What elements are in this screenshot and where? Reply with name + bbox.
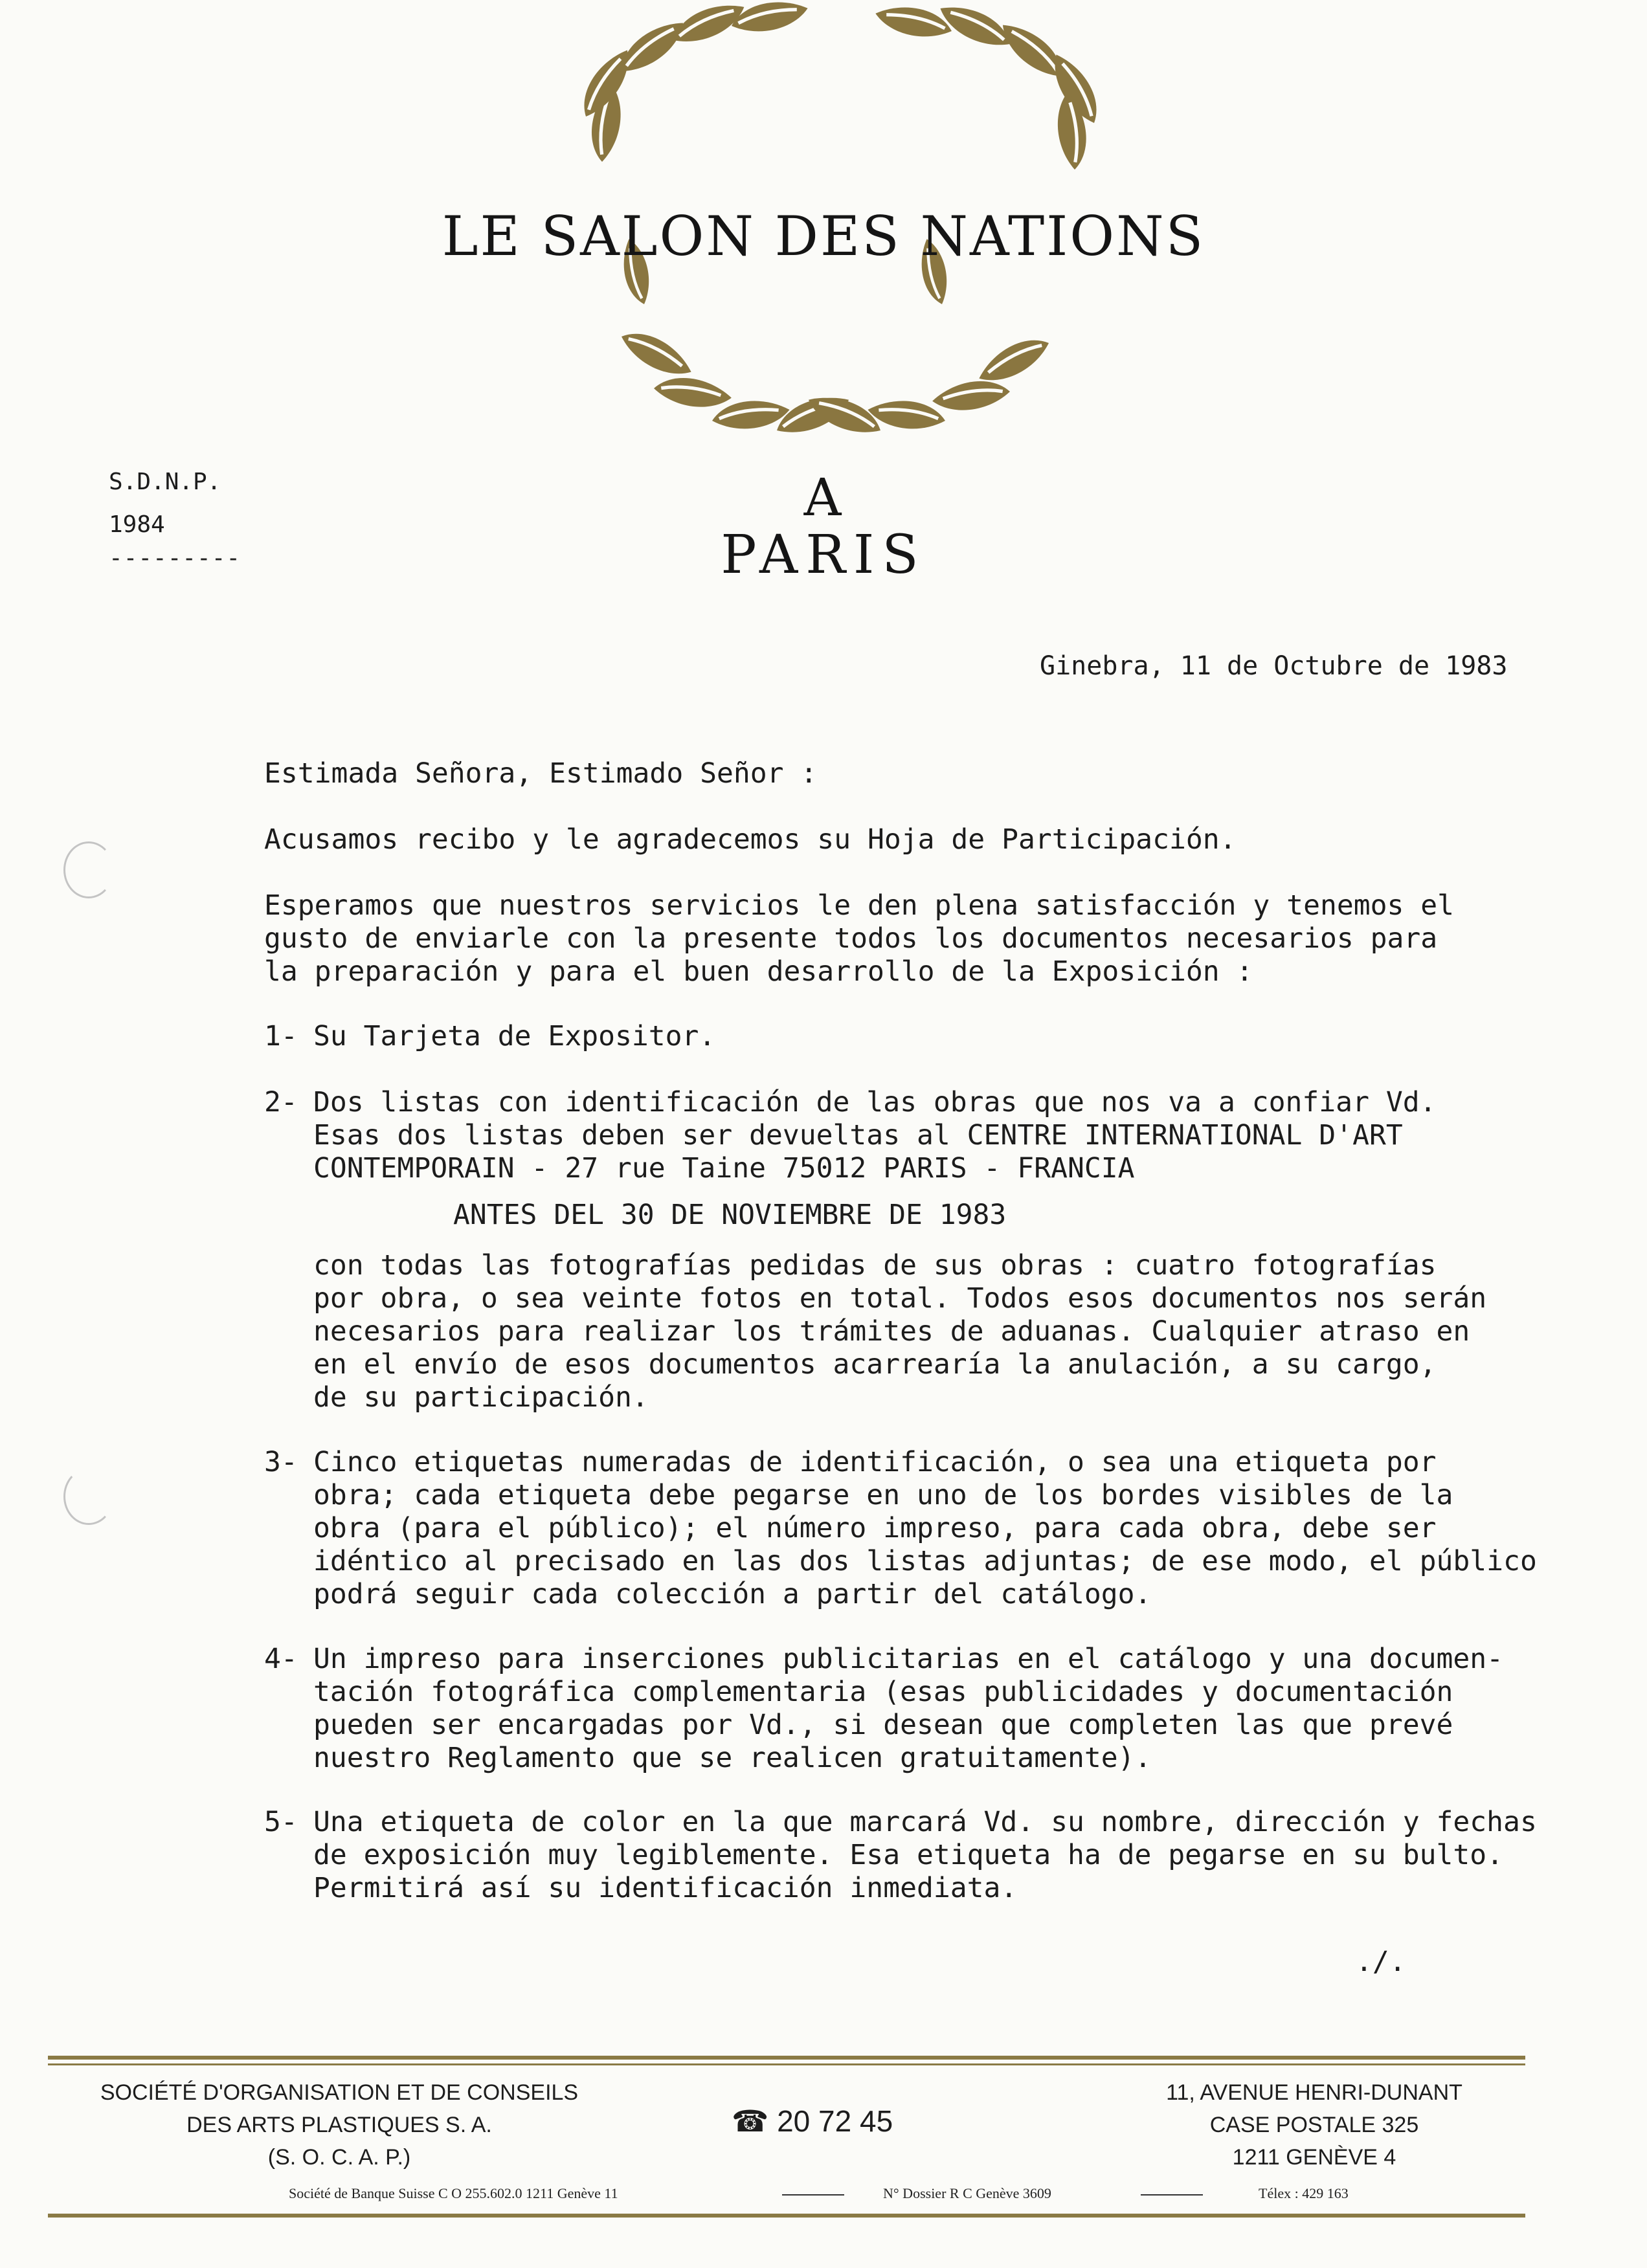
footer-company-type: DES ARTS PLASTIQUES S. A.	[186, 2113, 492, 2137]
footer-phone	[732, 2104, 893, 2139]
list-item-text: con todas las fotografías pedidas de sus obras : cuatro fotografías por obra, o sea veinte fotos en total. Todos esos documentos nos serán necesarios para realizar los trámites de aduanas. Cualquier atraso en en el envío de esos documentos acarrearía la anulación, a su cargo, de su participación.	[313, 1249, 1487, 1414]
telephone-icon: ☎	[732, 2104, 769, 2138]
list-item-number: 1-	[264, 1020, 298, 1052]
paragraph-receipt: Acusamos recibo y le agradecemos su Hoja de Participación.	[264, 823, 1237, 856]
reference-year: 1984	[109, 511, 165, 538]
paragraph-intro: Esperamos que nuestros servicios le den plena satisfacción y tenemos el gusto de enviarle con la presente todos los documentos necesarios para la preparación y para el buen desarrollo de la Exposición :	[264, 889, 1455, 988]
deadline-text: ANTES DEL 30 DE NOVIEMBRE DE 1983	[453, 1199, 1007, 1231]
footer-dossier: N° Dossier R C Genève 3609	[883, 2185, 1051, 2201]
salutation: Estimada Señora, Estimado Señor :	[264, 757, 818, 790]
footer-rule-top	[48, 2056, 1525, 2060]
footer-divider	[1141, 2194, 1203, 2196]
list-item-text: Una etiqueta de color en la que marcará Vd. su nombre, dirección y fechas de exposición muy legiblemente. Esa etiqueta ha de pegarse en su bulto. Permitirá así su identificación inmediata.	[313, 1806, 1537, 1904]
list-item-number: 4-	[264, 1643, 298, 1675]
continuation-mark: ./.	[1356, 1946, 1406, 1978]
footer-bank: Société de Banque Suisse C O 255.602.0 1211 Genève 11	[289, 2185, 618, 2201]
footer-address-city: 1211 GENÈVE 4	[1232, 2145, 1396, 2170]
punch-hole	[63, 841, 114, 898]
list-item-number: 5-	[264, 1806, 298, 1838]
footer-address-box: CASE POSTALE 325	[1209, 2113, 1419, 2137]
footer-divider	[782, 2194, 844, 2196]
footer-telex: Télex : 429 163	[1259, 2185, 1349, 2201]
list-item-number: 3-	[264, 1446, 298, 1478]
letterhead-city: PARIS	[721, 524, 926, 586]
list-item-text: Un impreso para inserciones publicitarias en el catálogo y una documen- tación fotográfica complementaria (esas publicidades y documentación pueden ser encargadas por Vd., si desean que completen las que prevé nuestro Reglamento que se realicen gratuitamente).	[313, 1643, 1504, 1774]
footer-phone-number: 20 72 45	[777, 2104, 893, 2138]
list-item-text: Dos listas con identificación de las obras que nos va a confiar Vd. Esas dos listas deben ser devueltas al CENTRE INTERNATIONAL D'ART CONTEMPORAIN - 27 rue Taine 75012 PARIS - FRANCIA	[313, 1086, 1437, 1184]
letterhead-title: LE SALON DES NATIONS	[442, 205, 1205, 268]
letter-date: Ginebra, 11 de Octubre de 1983	[1040, 651, 1508, 681]
footer-company-name: SOCIÉTÉ D'ORGANISATION ET DE CONSEILS	[100, 2080, 579, 2105]
footer-company-acronym: (S. O. C. A. P.)	[267, 2145, 411, 2170]
footer-rule-bottom	[48, 2214, 1525, 2218]
letterhead-a: A	[803, 467, 844, 528]
footer-rule-top-thin	[48, 2063, 1525, 2065]
list-item-text: Cinco etiquetas numeradas de identificación, o sea una etiqueta por obra; cada etiqueta debe pegarse en uno de los bordes visibles de la obra (para el público); el número impreso, para cada obra, debe ser idéntico al precisado en las dos listas adjuntas; de ese modo, el público podrá seguir cada colección a partir del catálogo.	[313, 1446, 1537, 1610]
list-item-number: 2-	[264, 1086, 298, 1118]
punch-hole	[63, 1468, 114, 1525]
list-item-text: Su Tarjeta de Expositor.	[313, 1020, 716, 1052]
reference-underline: ---------	[109, 545, 241, 572]
footer-address-street: 11, AVENUE HENRI-DUNANT	[1166, 2080, 1462, 2105]
reference-code: S.D.N.P.	[109, 469, 221, 495]
